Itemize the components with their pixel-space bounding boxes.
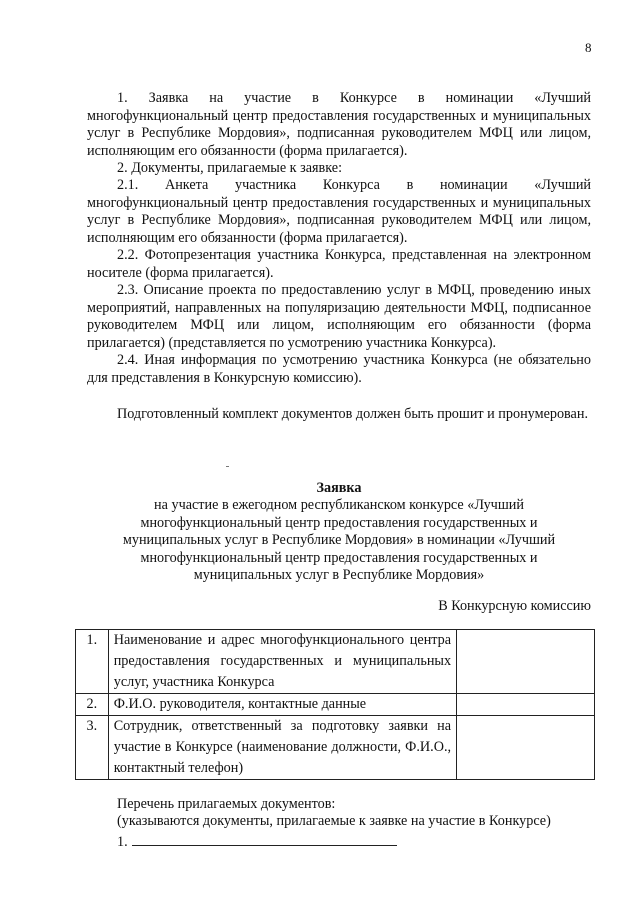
row-label: Сотрудник, ответственный за подготовку заявки на участие в Конкурсе (наименование должности, Ф.И.О., контактный телефон) — [108, 716, 456, 780]
application-table — [75, 629, 595, 780]
row-number: 2. — [76, 694, 109, 716]
attachments-hint: (указываются документы, прилагаемые к заявке на участие в Конкурсе) — [117, 813, 551, 829]
addressee: В Конкурсную комиссию — [438, 598, 591, 614]
table-row — [76, 694, 595, 716]
row-label: Ф.И.О. руководителя, контактные данные — [108, 694, 456, 716]
form-subtitle: на участие в ежегодном республиканском конкурсе «Лучший многофункциональный центр предоставления государственных и муниципальных услуг в Республике Мордовия» в номинации «Лучший многофункциональный центр предоставления государственных и муниципальных услуг в Республике Мордовия» — [122, 497, 556, 583]
page-number: 8 — [585, 40, 592, 55]
attachment-blank-line[interactable] — [132, 831, 397, 846]
row-number: 3. — [76, 716, 109, 780]
attachments-list-item — [87, 831, 591, 852]
table-row — [76, 630, 595, 694]
attachments-item-number: 1. — [117, 834, 128, 850]
binding-note: Подготовленный комплект документов должен быть прошит и пронумерован. — [117, 406, 588, 422]
paragraph-2-2: 2.2. Фотопрезентация участника Конкурса, представленная на электронном носителе (форма прилагается). — [87, 247, 591, 281]
row-value[interactable] — [457, 716, 595, 780]
paragraph-2-1: 2.1. Анкета участника Конкурса в номинации «Лучший многофункциональный центр предоставления государственных и муниципальных услуг в Республике Мордовия», подписанная руководителем МФЦ или лицом, исполняющим его обязанности (форма прилагается). — [87, 177, 591, 246]
form-title: Заявка — [316, 480, 362, 496]
row-label: Наименование и адрес многофункционального центра предоставления государственных и муниципальных услуг, участника Конкурса — [108, 630, 456, 694]
scan-dot — [226, 466, 229, 467]
paragraph-2: 2. Документы, прилагаемые к заявке: — [117, 160, 343, 176]
paragraph-2-3: 2.3. Описание проекта по предоставлению услуг в МФЦ, проведению иных мероприятий, направленных на популяризацию деятельности МФЦ, подписанное руководителем МФЦ или лицом, исполняющим его обязанности (форма прилагается) (представляется по усмотрению участника Конкурса). — [87, 282, 591, 351]
paragraph-2-4: 2.4. Иная информация по усмотрению участника Конкурса (не обязательно для представления в Конкурсную комиссию). — [87, 352, 591, 386]
attachments-label: Перечень прилагаемых документов: — [117, 796, 336, 812]
row-value[interactable] — [457, 630, 595, 694]
row-value[interactable] — [457, 694, 595, 716]
table-row — [76, 716, 595, 780]
paragraph-1: 1. Заявка на участие в Конкурсе в номинации «Лучший многофункциональный центр предоставления государственных и муниципальных услуг в Республике Мордовия», подписанная руководителем МФЦ или лицом, исполняющим его обязанности (форма прилагается). — [87, 90, 591, 159]
row-number: 1. — [76, 630, 109, 694]
